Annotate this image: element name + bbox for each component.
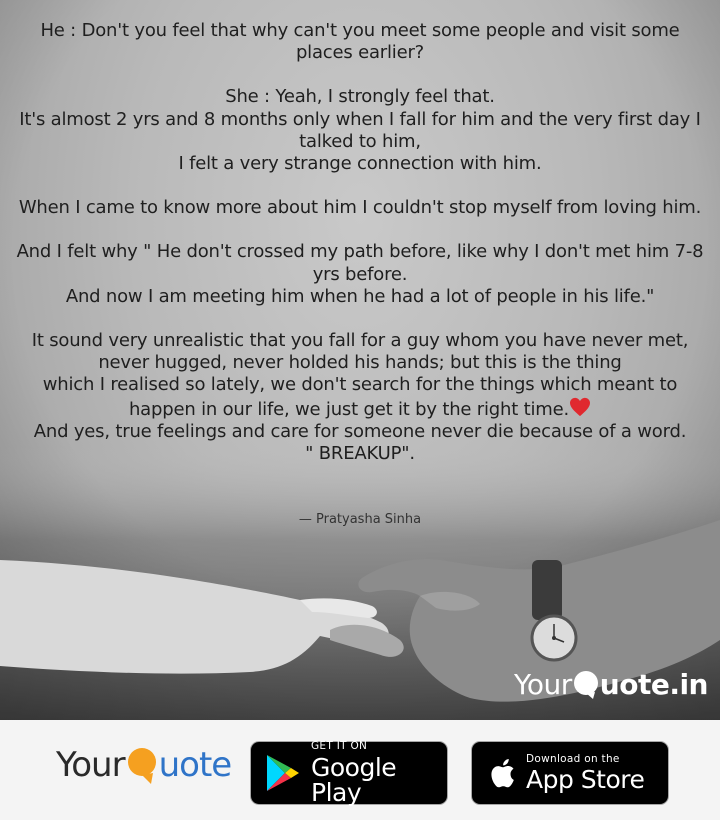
line-gap	[10, 175, 710, 197]
app-store-button[interactable]	[471, 741, 669, 805]
line-gap	[10, 308, 710, 330]
google-play-small-label: GET IT ON	[311, 740, 368, 753]
brand-suffix: uote	[158, 745, 232, 785]
quote-line: When I came to know more about him I couldn't stop myself from loving him.	[18, 197, 702, 219]
quote-line: And now I am meeting him when he had a lot of people in his life."	[65, 285, 655, 307]
quote-line: And I felt why " He don't crossed my path before, like why I don't met him 7-8 yrs before.	[16, 241, 704, 285]
author-signature: — Pratyasha Sinha	[298, 512, 422, 527]
quote-line: It sound very unrealistic that you fall for a guy whom you have never met, never hugged, never holded his hands; but this is the thing	[31, 330, 689, 374]
line-gap	[10, 219, 710, 241]
watermark-suffix: uote.in	[599, 668, 708, 701]
apple-icon	[486, 755, 516, 791]
q-logo-icon	[127, 745, 157, 785]
yourquote-watermark	[514, 668, 708, 701]
app-store-big-label: App Store	[526, 765, 645, 795]
quote-text	[10, 20, 710, 465]
google-play-big-label: Google Play	[311, 752, 397, 807]
q-logo-icon	[573, 670, 599, 700]
quote-line: And yes, true feelings and care for someone never die because of a word.	[33, 420, 687, 442]
google-play-icon	[265, 753, 301, 793]
quote-line: She : Yeah, I strongly feel that.	[225, 86, 495, 108]
app-store-labels	[526, 754, 644, 793]
google-play-labels	[311, 741, 447, 805]
yourquote-brand-logo[interactable]	[56, 745, 231, 785]
quote-line-with-heart	[10, 374, 710, 420]
line-gap	[10, 64, 710, 86]
quote-line: It's almost 2 yrs and 8 months only when I fall for him and the very first day I talked to him,	[19, 108, 701, 152]
quote-line: which I realised so lately, we don't search for the things which meant to happen in our life, we just get it by the right time.	[42, 374, 678, 420]
app-store-small-label: Download on the	[526, 752, 620, 765]
heart-icon	[569, 397, 591, 417]
brand-prefix: Your	[56, 745, 125, 785]
quote-line: He : Don't you feel that why can't you meet some people and visit some places earlier?	[40, 20, 680, 64]
quote-line: " BREAKUP".	[305, 443, 415, 465]
google-play-button[interactable]	[250, 741, 448, 805]
watermark-prefix: Your	[514, 668, 572, 701]
quote-line: I felt a very strange connection with him.	[178, 153, 542, 175]
